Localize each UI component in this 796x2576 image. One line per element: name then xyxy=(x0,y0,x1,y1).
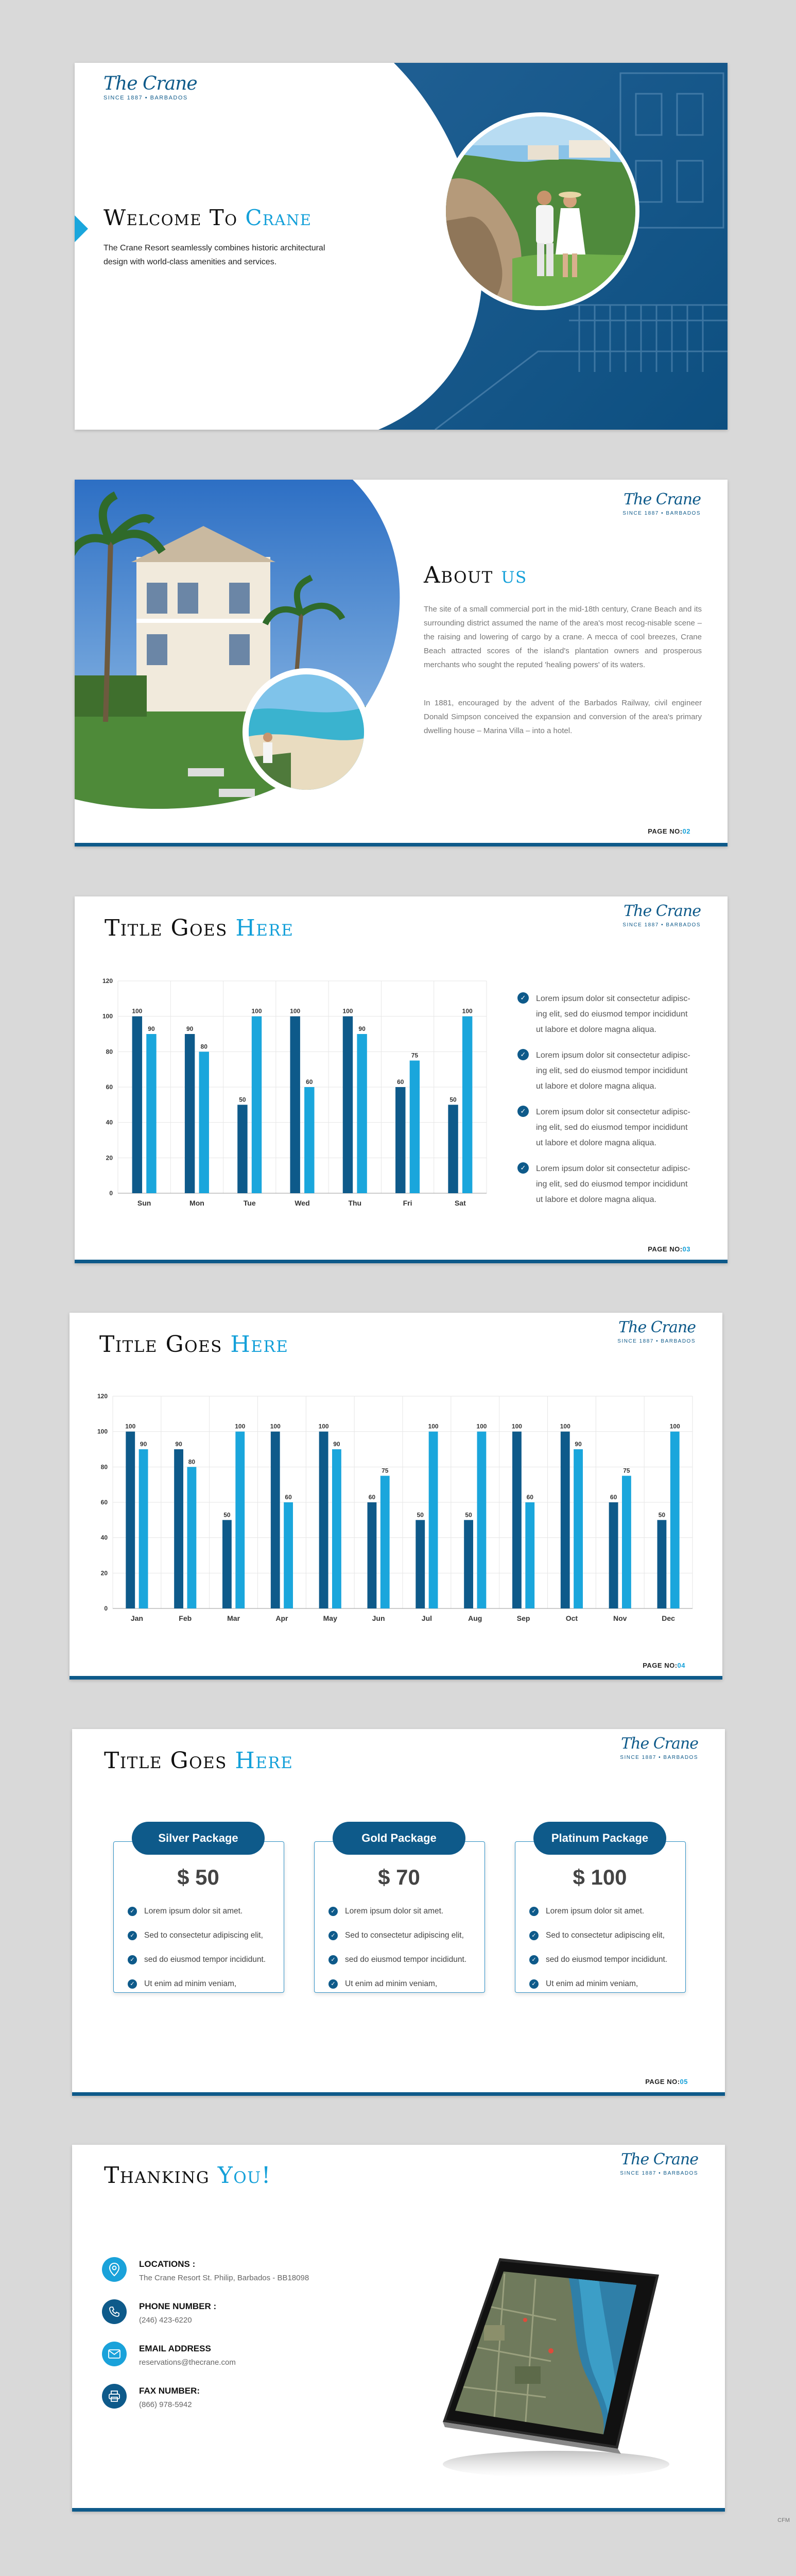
y-tick-label: 80 xyxy=(106,1048,113,1056)
bullet-line: ing elit, sed do eiusmod tempor incididunt xyxy=(536,1066,688,1075)
bar-2 xyxy=(429,1432,438,1608)
bar-1 xyxy=(319,1432,328,1608)
weekly-chart-title-accent: Here xyxy=(235,915,294,941)
contact-label: FAX NUMBER: xyxy=(139,2386,200,2396)
brand-tagline: SINCE 1887 • BARBADOS xyxy=(103,95,188,101)
bar-1 xyxy=(368,1502,377,1608)
package-feature-list xyxy=(128,1899,266,1996)
x-tick-label: Wed xyxy=(295,1199,310,1207)
bar-2 xyxy=(477,1432,487,1608)
y-tick-label: 120 xyxy=(97,1393,108,1400)
package-feature-list xyxy=(529,1899,667,1996)
data-label: 50 xyxy=(223,1511,231,1519)
data-label: 100 xyxy=(669,1422,680,1430)
data-label: 100 xyxy=(251,1007,262,1015)
bar-1 xyxy=(464,1520,473,1608)
bar-1 xyxy=(271,1432,280,1608)
feature-item: ✓ Sed to consectetur adipiscing elit, xyxy=(128,1923,266,1947)
check-circle-icon: ✓ xyxy=(529,1979,539,1989)
tablet-map-image xyxy=(402,2243,690,2500)
feature-item: ✓ sed do eiusmod tempor incididunt. xyxy=(328,1947,466,1972)
bar-2 xyxy=(139,1449,148,1608)
page-number-label: PAGE NO: xyxy=(648,1245,683,1253)
bullet-line: ing elit, sed do eiusmod tempor incididunt xyxy=(536,1010,688,1019)
monthly-bar-chart xyxy=(90,1389,703,1631)
data-label: 75 xyxy=(623,1467,630,1475)
data-label: 90 xyxy=(575,1440,582,1448)
page-number-label: PAGE NO: xyxy=(643,1662,678,1669)
about-title xyxy=(424,562,527,588)
data-label: 60 xyxy=(306,1078,313,1086)
welcome-title-main: Welcome To xyxy=(103,205,238,230)
weekly-chart-title xyxy=(105,915,293,941)
bullet-line: Lorem ipsum dolor sit consectetur adipisc- xyxy=(536,1051,690,1060)
bar-2 xyxy=(252,1016,262,1193)
check-circle-icon: ✓ xyxy=(328,1931,338,1940)
data-label: 60 xyxy=(526,1494,533,1501)
bullet-item xyxy=(517,1048,708,1094)
x-tick-label: Mar xyxy=(227,1614,240,1622)
y-tick-label: 40 xyxy=(100,1534,108,1541)
brand-name-2: The Crane xyxy=(624,490,701,509)
pricing-title-main: Title Goes xyxy=(104,1748,227,1774)
data-label: 90 xyxy=(186,1025,194,1032)
brand-logo xyxy=(103,74,197,101)
bullet-line: ut labore et dolore magna aliqua. xyxy=(536,1195,656,1204)
slide-bottom-bar xyxy=(70,1676,722,1680)
contact-label: PHONE NUMBER : xyxy=(139,2301,217,2311)
check-circle-icon: ✓ xyxy=(517,1162,529,1174)
y-tick-label: 60 xyxy=(100,1499,108,1506)
bar-1 xyxy=(290,1016,300,1193)
data-label: 80 xyxy=(200,1043,207,1050)
thank-you-title-main: Thanking xyxy=(104,2162,210,2189)
contact-value: The Crane Resort St. Philip, Barbados - BB18098 xyxy=(139,2274,309,2282)
bullet-line: ut labore et dolore magna aliqua. xyxy=(536,1025,656,1034)
about-title-main: About xyxy=(424,562,493,588)
brand-name-4: The Crane xyxy=(618,1318,696,1336)
feature-item: ✓ sed do eiusmod tempor incididunt. xyxy=(128,1947,266,1972)
bar-2 xyxy=(410,1061,420,1194)
chart-svg xyxy=(90,1389,703,1631)
x-tick-label: Dec xyxy=(662,1614,675,1622)
check-circle-icon: ✓ xyxy=(529,1955,539,1964)
weekly-bar-chart xyxy=(95,974,497,1216)
slide-monthly-chart xyxy=(70,1313,722,1680)
check-circle-icon: ✓ xyxy=(328,1955,338,1964)
data-label: 100 xyxy=(125,1422,136,1430)
welcome-title xyxy=(103,205,312,230)
data-label: 100 xyxy=(235,1422,246,1430)
check-circle-icon: ✓ xyxy=(128,1931,137,1940)
contact-value[interactable]: reservations@thecrane.com xyxy=(139,2358,236,2367)
package-card-silver[interactable] xyxy=(113,1822,284,1993)
brand-logo-3 xyxy=(622,902,701,928)
check-circle-icon: ✓ xyxy=(517,992,529,1004)
package-price: $ 100 xyxy=(573,1865,627,1889)
y-tick-label: 0 xyxy=(104,1605,108,1612)
data-label: 100 xyxy=(290,1007,301,1015)
feature-item: ✓ Sed to consectetur adipiscing elit, xyxy=(529,1923,667,1947)
brand-name-3: The Crane xyxy=(624,902,701,920)
bar-1 xyxy=(561,1432,570,1608)
data-label: 100 xyxy=(132,1007,143,1015)
x-tick-label: Feb xyxy=(179,1614,192,1622)
bar-1 xyxy=(237,1105,247,1193)
about-paragraph-1: The site of a small commercial port in the mid-18th century, Crane Beach and its surrounding district assumed the name of the area's most recog-nisable scene – the raising and lowering of cargo by a crane. A mecca of cool breezes, Crane Beach attracted scores of the island's plantation owners and prosperous merchants who sought the reputed 'healing powers' of its waters. xyxy=(424,605,702,669)
slide-pricing xyxy=(72,1729,725,2096)
slide-bottom-bar xyxy=(72,2092,725,2096)
thank-you-title xyxy=(104,2162,271,2189)
data-label: 60 xyxy=(397,1078,404,1086)
slide-bottom-bar xyxy=(75,843,728,846)
brand-tagline-3: SINCE 1887 • BARBADOS xyxy=(622,922,701,928)
data-label: 50 xyxy=(417,1511,424,1519)
weekly-chart-title-main: Title Goes xyxy=(105,915,228,941)
data-label: 50 xyxy=(449,1096,457,1104)
slide-weekly-chart xyxy=(75,896,728,1263)
weekly-bullet-list xyxy=(517,991,708,1218)
bar-2 xyxy=(380,1476,390,1609)
bar-2 xyxy=(525,1502,534,1608)
title-arrow-marker xyxy=(75,215,88,242)
check-circle-icon: ✓ xyxy=(128,1979,137,1989)
data-label: 100 xyxy=(428,1422,439,1430)
bar-2 xyxy=(199,1052,209,1193)
check-circle-icon: ✓ xyxy=(529,1907,539,1916)
monthly-chart-title xyxy=(99,1331,288,1358)
x-tick-label: Tue xyxy=(243,1199,256,1207)
x-tick-label: Jul xyxy=(421,1614,432,1622)
x-tick-label: May xyxy=(323,1614,337,1622)
brand-logo-2 xyxy=(622,490,701,516)
bullet-item xyxy=(517,991,708,1038)
bar-2 xyxy=(462,1016,472,1193)
package-card-gold[interactable] xyxy=(314,1822,485,1993)
data-label: 100 xyxy=(476,1422,487,1430)
data-label: 60 xyxy=(285,1494,292,1501)
phone-icon xyxy=(102,2299,127,2324)
y-tick-label: 20 xyxy=(100,1569,108,1577)
bar-1 xyxy=(174,1449,183,1608)
brand-name-5: The Crane xyxy=(621,1735,698,1753)
x-tick-label: Mon xyxy=(189,1199,204,1207)
contact-label: LOCATIONS : xyxy=(139,2259,196,2269)
x-tick-label: Thu xyxy=(348,1199,362,1207)
chart-svg xyxy=(95,974,497,1216)
bar-2 xyxy=(284,1502,293,1608)
page-number-3 xyxy=(648,1245,690,1253)
bar-1 xyxy=(343,1016,353,1193)
data-label: 90 xyxy=(148,1025,155,1032)
bar-2 xyxy=(670,1432,680,1608)
contact-phone xyxy=(102,2299,216,2325)
y-tick-label: 20 xyxy=(106,1154,113,1162)
bar-1 xyxy=(126,1432,135,1608)
bar-2 xyxy=(574,1449,583,1608)
package-name: Gold Package xyxy=(333,1822,465,1855)
bullet-line: ing elit, sed do eiusmod tempor incididunt xyxy=(536,1180,688,1189)
bar-1 xyxy=(448,1105,458,1193)
bar-1 xyxy=(222,1520,232,1608)
data-label: 90 xyxy=(358,1025,366,1032)
bullet-line: Lorem ipsum dolor sit consectetur adipisc- xyxy=(536,994,690,1003)
feature-item: ✓ Ut enim ad minim veniam, xyxy=(328,1972,466,1996)
bar-2 xyxy=(622,1476,631,1609)
x-tick-label: Sep xyxy=(516,1614,530,1622)
package-name: Silver Package xyxy=(132,1822,265,1855)
brand-tagline-5: SINCE 1887 • BARBADOS xyxy=(620,1755,698,1760)
brand-tagline-2: SINCE 1887 • BARBADOS xyxy=(622,511,701,516)
page-number-label: PAGE NO: xyxy=(648,827,683,835)
page-number-label: PAGE NO: xyxy=(645,2078,680,2086)
slide-thank-you xyxy=(72,2145,725,2512)
data-label: 100 xyxy=(270,1422,281,1430)
package-name: Platinum Package xyxy=(533,1822,666,1855)
x-tick-label: Oct xyxy=(565,1614,578,1622)
thank-you-title-accent: You! xyxy=(217,2162,271,2189)
package-price: $ 70 xyxy=(378,1865,420,1889)
feature-item: ✓ sed do eiusmod tempor incididunt. xyxy=(529,1947,667,1972)
welcome-title-accent: Crane xyxy=(245,205,312,230)
check-circle-icon: ✓ xyxy=(529,1931,539,1940)
check-circle-icon: ✓ xyxy=(517,1049,529,1060)
feature-item: ✓ Sed to consectetur adipiscing elit, xyxy=(328,1923,466,1947)
y-tick-label: 120 xyxy=(102,977,113,985)
bar-2 xyxy=(357,1034,367,1193)
bar-1 xyxy=(657,1520,667,1608)
bar-1 xyxy=(416,1520,425,1608)
page-number-5 xyxy=(645,2078,688,2086)
bar-2 xyxy=(332,1449,341,1608)
bullet-line: Lorem ipsum dolor sit consectetur adipisc- xyxy=(536,1164,690,1173)
brand-logo-4 xyxy=(617,1318,696,1344)
brand-tagline-4: SINCE 1887 • BARBADOS xyxy=(617,1338,696,1344)
check-circle-icon: ✓ xyxy=(328,1907,338,1916)
bar-2 xyxy=(187,1467,197,1608)
data-label: 60 xyxy=(368,1494,376,1501)
bullet-line: ut labore et dolore magna aliqua. xyxy=(536,1139,656,1147)
welcome-description: The Crane Resort seamlessly combines historic architectural design with world-class amenities and services. xyxy=(103,244,325,266)
slide-welcome xyxy=(75,63,728,430)
data-label: 50 xyxy=(465,1511,472,1519)
check-circle-icon: ✓ xyxy=(328,1979,338,1989)
pricing-title xyxy=(104,1748,293,1774)
check-circle-icon: ✓ xyxy=(128,1955,137,1964)
x-tick-label: Aug xyxy=(468,1614,482,1622)
y-tick-label: 60 xyxy=(106,1083,113,1091)
package-price: $ 50 xyxy=(177,1865,219,1889)
page-number-value: 02 xyxy=(682,827,690,835)
bar-1 xyxy=(512,1432,522,1608)
data-label: 90 xyxy=(333,1440,340,1448)
contact-fax xyxy=(102,2384,200,2409)
x-tick-label: Jan xyxy=(130,1614,143,1622)
page-number-value: 03 xyxy=(682,1245,690,1253)
x-tick-label: Fri xyxy=(403,1199,412,1207)
package-feature-list xyxy=(328,1899,466,1996)
bar-2 xyxy=(304,1087,314,1193)
bullet-item xyxy=(517,1161,708,1208)
brand-name: The Crane xyxy=(103,73,197,94)
data-label: 75 xyxy=(411,1052,419,1059)
contact-value: (246) 423-6220 xyxy=(139,2316,192,2325)
y-tick-label: 100 xyxy=(97,1428,108,1435)
data-label: 75 xyxy=(382,1467,389,1475)
bullet-line: Lorem ipsum dolor sit consectetur adipisc- xyxy=(536,1108,690,1116)
data-label: 100 xyxy=(511,1422,522,1430)
watermark-text: CFM xyxy=(777,2517,790,2523)
brand-tagline-6: SINCE 1887 • BARBADOS xyxy=(620,2171,698,2176)
data-label: 100 xyxy=(462,1007,473,1015)
page-number-2 xyxy=(648,827,690,835)
feature-item: ✓ Lorem ipsum dolor sit amet. xyxy=(328,1899,466,1923)
x-tick-label: Sun xyxy=(137,1199,151,1207)
monthly-chart-title-accent: Here xyxy=(230,1331,289,1358)
data-label: 50 xyxy=(239,1096,246,1104)
feature-item: ✓ Ut enim ad minim veniam, xyxy=(529,1972,667,1996)
brand-logo-5 xyxy=(620,1734,698,1760)
brand-name-6: The Crane xyxy=(621,2150,698,2168)
data-label: 60 xyxy=(610,1494,617,1501)
feature-item: ✓ Lorem ipsum dolor sit amet. xyxy=(128,1899,266,1923)
slide-bottom-bar xyxy=(72,2508,725,2512)
x-tick-label: Apr xyxy=(275,1614,288,1622)
x-tick-label: Nov xyxy=(613,1614,627,1622)
contact-email xyxy=(102,2342,236,2367)
page-number-value: 05 xyxy=(680,2078,688,2086)
location-pin-icon xyxy=(102,2257,127,2282)
check-circle-icon: ✓ xyxy=(517,1106,529,1117)
y-tick-label: 40 xyxy=(106,1118,113,1126)
about-paragraph-2: In 1881, encouraged by the advent of the Barbados Railway, civil engineer Donald Simpson conceived the expansion and conversion of the area's primary dwelling house – Marina Villa – into a hotel. xyxy=(424,699,702,735)
feature-item: ✓ Lorem ipsum dolor sit amet. xyxy=(529,1899,667,1923)
data-label: 100 xyxy=(318,1422,329,1430)
about-title-accent: us xyxy=(501,562,527,588)
pricing-title-accent: Here xyxy=(235,1748,293,1774)
contact-location xyxy=(102,2257,309,2282)
bar-1 xyxy=(132,1016,142,1193)
contact-label: EMAIL ADDRESS xyxy=(139,2344,211,2353)
x-tick-label: Jun xyxy=(372,1614,385,1622)
data-label: 90 xyxy=(175,1440,182,1448)
y-tick-label: 80 xyxy=(100,1463,108,1471)
package-card-platinum[interactable] xyxy=(515,1822,686,1993)
bullet-line: ut labore et dolore magna aliqua. xyxy=(536,1082,656,1091)
data-label: 50 xyxy=(658,1511,666,1519)
data-label: 80 xyxy=(188,1458,196,1466)
data-label: 100 xyxy=(342,1007,353,1015)
data-label: 90 xyxy=(140,1440,147,1448)
bar-1 xyxy=(185,1034,195,1193)
bar-2 xyxy=(146,1034,156,1193)
about-hero-image xyxy=(75,480,404,846)
bar-1 xyxy=(395,1087,405,1193)
data-label: 100 xyxy=(560,1422,570,1430)
bar-1 xyxy=(609,1502,618,1608)
contact-value: (866) 978-5942 xyxy=(139,2400,192,2409)
bar-2 xyxy=(235,1432,245,1608)
y-tick-label: 100 xyxy=(102,1012,113,1020)
bullet-line: ing elit, sed do eiusmod tempor incididunt xyxy=(536,1123,688,1132)
slide-bottom-bar xyxy=(75,1260,728,1263)
page-number-4 xyxy=(643,1662,685,1669)
check-circle-icon: ✓ xyxy=(128,1907,137,1916)
slide-about xyxy=(75,480,728,846)
bullet-item xyxy=(517,1105,708,1151)
page-number-value: 04 xyxy=(677,1662,685,1669)
monthly-chart-title-main: Title Goes xyxy=(99,1331,222,1358)
fax-icon xyxy=(102,2384,127,2409)
x-tick-label: Sat xyxy=(454,1199,466,1207)
brand-logo-6 xyxy=(620,2150,698,2176)
y-tick-label: 0 xyxy=(109,1190,113,1197)
feature-item: ✓ Ut enim ad minim veniam, xyxy=(128,1972,266,1996)
envelope-icon xyxy=(102,2342,127,2366)
